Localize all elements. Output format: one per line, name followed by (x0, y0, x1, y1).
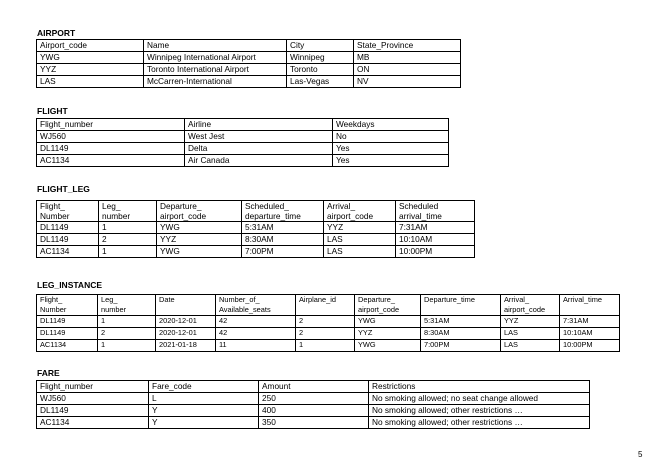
table-cell: 8:30AM (421, 328, 501, 340)
table-cell: 2020-12-01 (156, 328, 216, 340)
header-cell: Airport_code (37, 40, 144, 52)
table-cell: ON (354, 64, 461, 76)
table-cell: 250 (259, 393, 369, 405)
header-cell: Airplane_id (296, 295, 355, 316)
table-cell: Yes (333, 143, 449, 155)
table-cell: No smoking allowed; no seat change allowed (369, 393, 590, 405)
table-cell: LAS (501, 328, 560, 340)
table-cell: L (149, 393, 259, 405)
table-row (37, 246, 475, 258)
table-header-row (37, 295, 620, 316)
fare-section-title: FARE (37, 368, 60, 378)
header-cell: Arrival_time (560, 295, 620, 316)
table-cell: AC1134 (37, 155, 185, 167)
table-cell: 5:31AM (242, 222, 324, 234)
table-cell: AC1134 (37, 417, 149, 429)
flight-leg-section-title: FLIGHT_LEG (37, 184, 90, 194)
table-cell: 7:00PM (242, 246, 324, 258)
table-cell: AC1134 (37, 246, 99, 258)
table-cell: MB (354, 52, 461, 64)
header-cell: City (287, 40, 354, 52)
table-cell: Delta (185, 143, 333, 155)
flight-leg-table (36, 200, 475, 258)
table-cell: 10:10AM (560, 328, 620, 340)
table-cell: LAS (324, 234, 396, 246)
table-cell: 400 (259, 405, 369, 417)
table-cell: 7:00PM (421, 340, 501, 352)
table-cell: YYZ (37, 64, 144, 76)
table-row (37, 222, 475, 234)
table-cell: 10:00PM (396, 246, 475, 258)
table-cell: NV (354, 76, 461, 88)
header-cell: Number_of_ Available_seats (216, 295, 296, 316)
table-cell: No (333, 131, 449, 143)
header-cell: Scheduled_ departure_time (242, 201, 324, 222)
header-cell: Departure_ airport_code (355, 295, 421, 316)
table-cell: YWG (37, 52, 144, 64)
header-cell: Airline (185, 119, 333, 131)
table-cell: Toronto (287, 64, 354, 76)
table-cell: Winnipeg (287, 52, 354, 64)
table-cell: LAS (324, 246, 396, 258)
table-cell: 1 (99, 246, 157, 258)
table-header-row (37, 40, 461, 52)
table-cell: DL1149 (37, 405, 149, 417)
table-cell: 11 (216, 340, 296, 352)
leg-instance-section-title: LEG_INSTANCE (37, 280, 103, 290)
table-row (37, 76, 461, 88)
table-cell: 42 (216, 316, 296, 328)
header-cell: Flight_ Number (37, 201, 99, 222)
header-cell: Weekdays (333, 119, 449, 131)
table-cell: No smoking allowed; other restrictions … (369, 405, 590, 417)
header-cell: Arrival_ airport_code (501, 295, 560, 316)
table-row (37, 155, 449, 167)
table-row (37, 328, 620, 340)
table-cell: YWG (355, 340, 421, 352)
table-cell: DL1149 (37, 234, 99, 246)
table-cell: 2021-01-18 (156, 340, 216, 352)
flight-section-title: FLIGHT (37, 106, 68, 116)
table-row (37, 340, 620, 352)
table-cell: Las-Vegas (287, 76, 354, 88)
table-cell: WJ560 (37, 131, 185, 143)
table-cell: Y (149, 405, 259, 417)
page-number: 5 (638, 450, 643, 459)
table-cell: 2 (296, 328, 355, 340)
table-cell: DL1149 (37, 222, 99, 234)
flight-table (36, 118, 449, 167)
table-cell: 10:10AM (396, 234, 475, 246)
header-cell: Departure_time (421, 295, 501, 316)
airport-table (36, 39, 461, 88)
header-cell: Departure_ airport_code (157, 201, 242, 222)
table-cell: YWG (157, 222, 242, 234)
table-row (37, 405, 590, 417)
airport-section-title: AIRPORT (37, 28, 76, 38)
table-cell: WJ560 (37, 393, 149, 405)
table-cell: 350 (259, 417, 369, 429)
table-cell: YYZ (157, 234, 242, 246)
table-cell: McCarren-International (144, 76, 287, 88)
header-cell: Flight_ Number (37, 295, 98, 316)
table-cell: 1 (98, 340, 156, 352)
table-cell: 10:00PM (560, 340, 620, 352)
table-cell: 5:31AM (421, 316, 501, 328)
table-row (37, 316, 620, 328)
header-cell: Amount (259, 381, 369, 393)
table-cell: LAS (501, 340, 560, 352)
table-row (37, 131, 449, 143)
table-cell: Air Canada (185, 155, 333, 167)
table-cell: YWG (355, 316, 421, 328)
table-row (37, 417, 590, 429)
table-header-row (37, 381, 590, 393)
table-cell: LAS (37, 76, 144, 88)
table-cell: No smoking allowed; other restrictions … (369, 417, 590, 429)
table-row (37, 52, 461, 64)
header-cell: Date (156, 295, 216, 316)
header-cell: Arrival_ airport_code (324, 201, 396, 222)
table-cell: DL1149 (37, 143, 185, 155)
table-cell: 7:31AM (396, 222, 475, 234)
table-cell: West Jest (185, 131, 333, 143)
table-cell: Toronto International Airport (144, 64, 287, 76)
table-cell: 2 (98, 328, 156, 340)
table-cell: Yes (333, 155, 449, 167)
table-cell: Y (149, 417, 259, 429)
header-cell: Flight_number (37, 381, 149, 393)
table-cell: YYZ (501, 316, 560, 328)
table-header-row (37, 201, 475, 222)
table-cell: YYZ (324, 222, 396, 234)
table-cell: DL1149 (37, 328, 98, 340)
table-row (37, 393, 590, 405)
header-cell: Leg_ number (98, 295, 156, 316)
table-row (37, 234, 475, 246)
table-header-row (37, 119, 449, 131)
table-cell: 8:30AM (242, 234, 324, 246)
table-cell: 42 (216, 328, 296, 340)
header-cell: Name (144, 40, 287, 52)
table-cell: Winnipeg International Airport (144, 52, 287, 64)
table-cell: YYZ (355, 328, 421, 340)
table-cell: 1 (98, 316, 156, 328)
table-cell: 1 (296, 340, 355, 352)
fare-table (36, 380, 590, 429)
table-cell: 2020-12-01 (156, 316, 216, 328)
header-cell: Leg_ number (99, 201, 157, 222)
header-cell: Scheduled arrival_time (396, 201, 475, 222)
table-row (37, 143, 449, 155)
table-cell: 7:31AM (560, 316, 620, 328)
table-cell: 2 (99, 234, 157, 246)
leg-instance-table (36, 294, 620, 352)
table-row (37, 64, 461, 76)
table-cell: 1 (99, 222, 157, 234)
table-cell: YWG (157, 246, 242, 258)
header-cell: State_Province (354, 40, 461, 52)
header-cell: Flight_number (37, 119, 185, 131)
table-cell: 2 (296, 316, 355, 328)
table-cell: AC1134 (37, 340, 98, 352)
header-cell: Fare_code (149, 381, 259, 393)
header-cell: Restrictions (369, 381, 590, 393)
table-cell: DL1149 (37, 316, 98, 328)
